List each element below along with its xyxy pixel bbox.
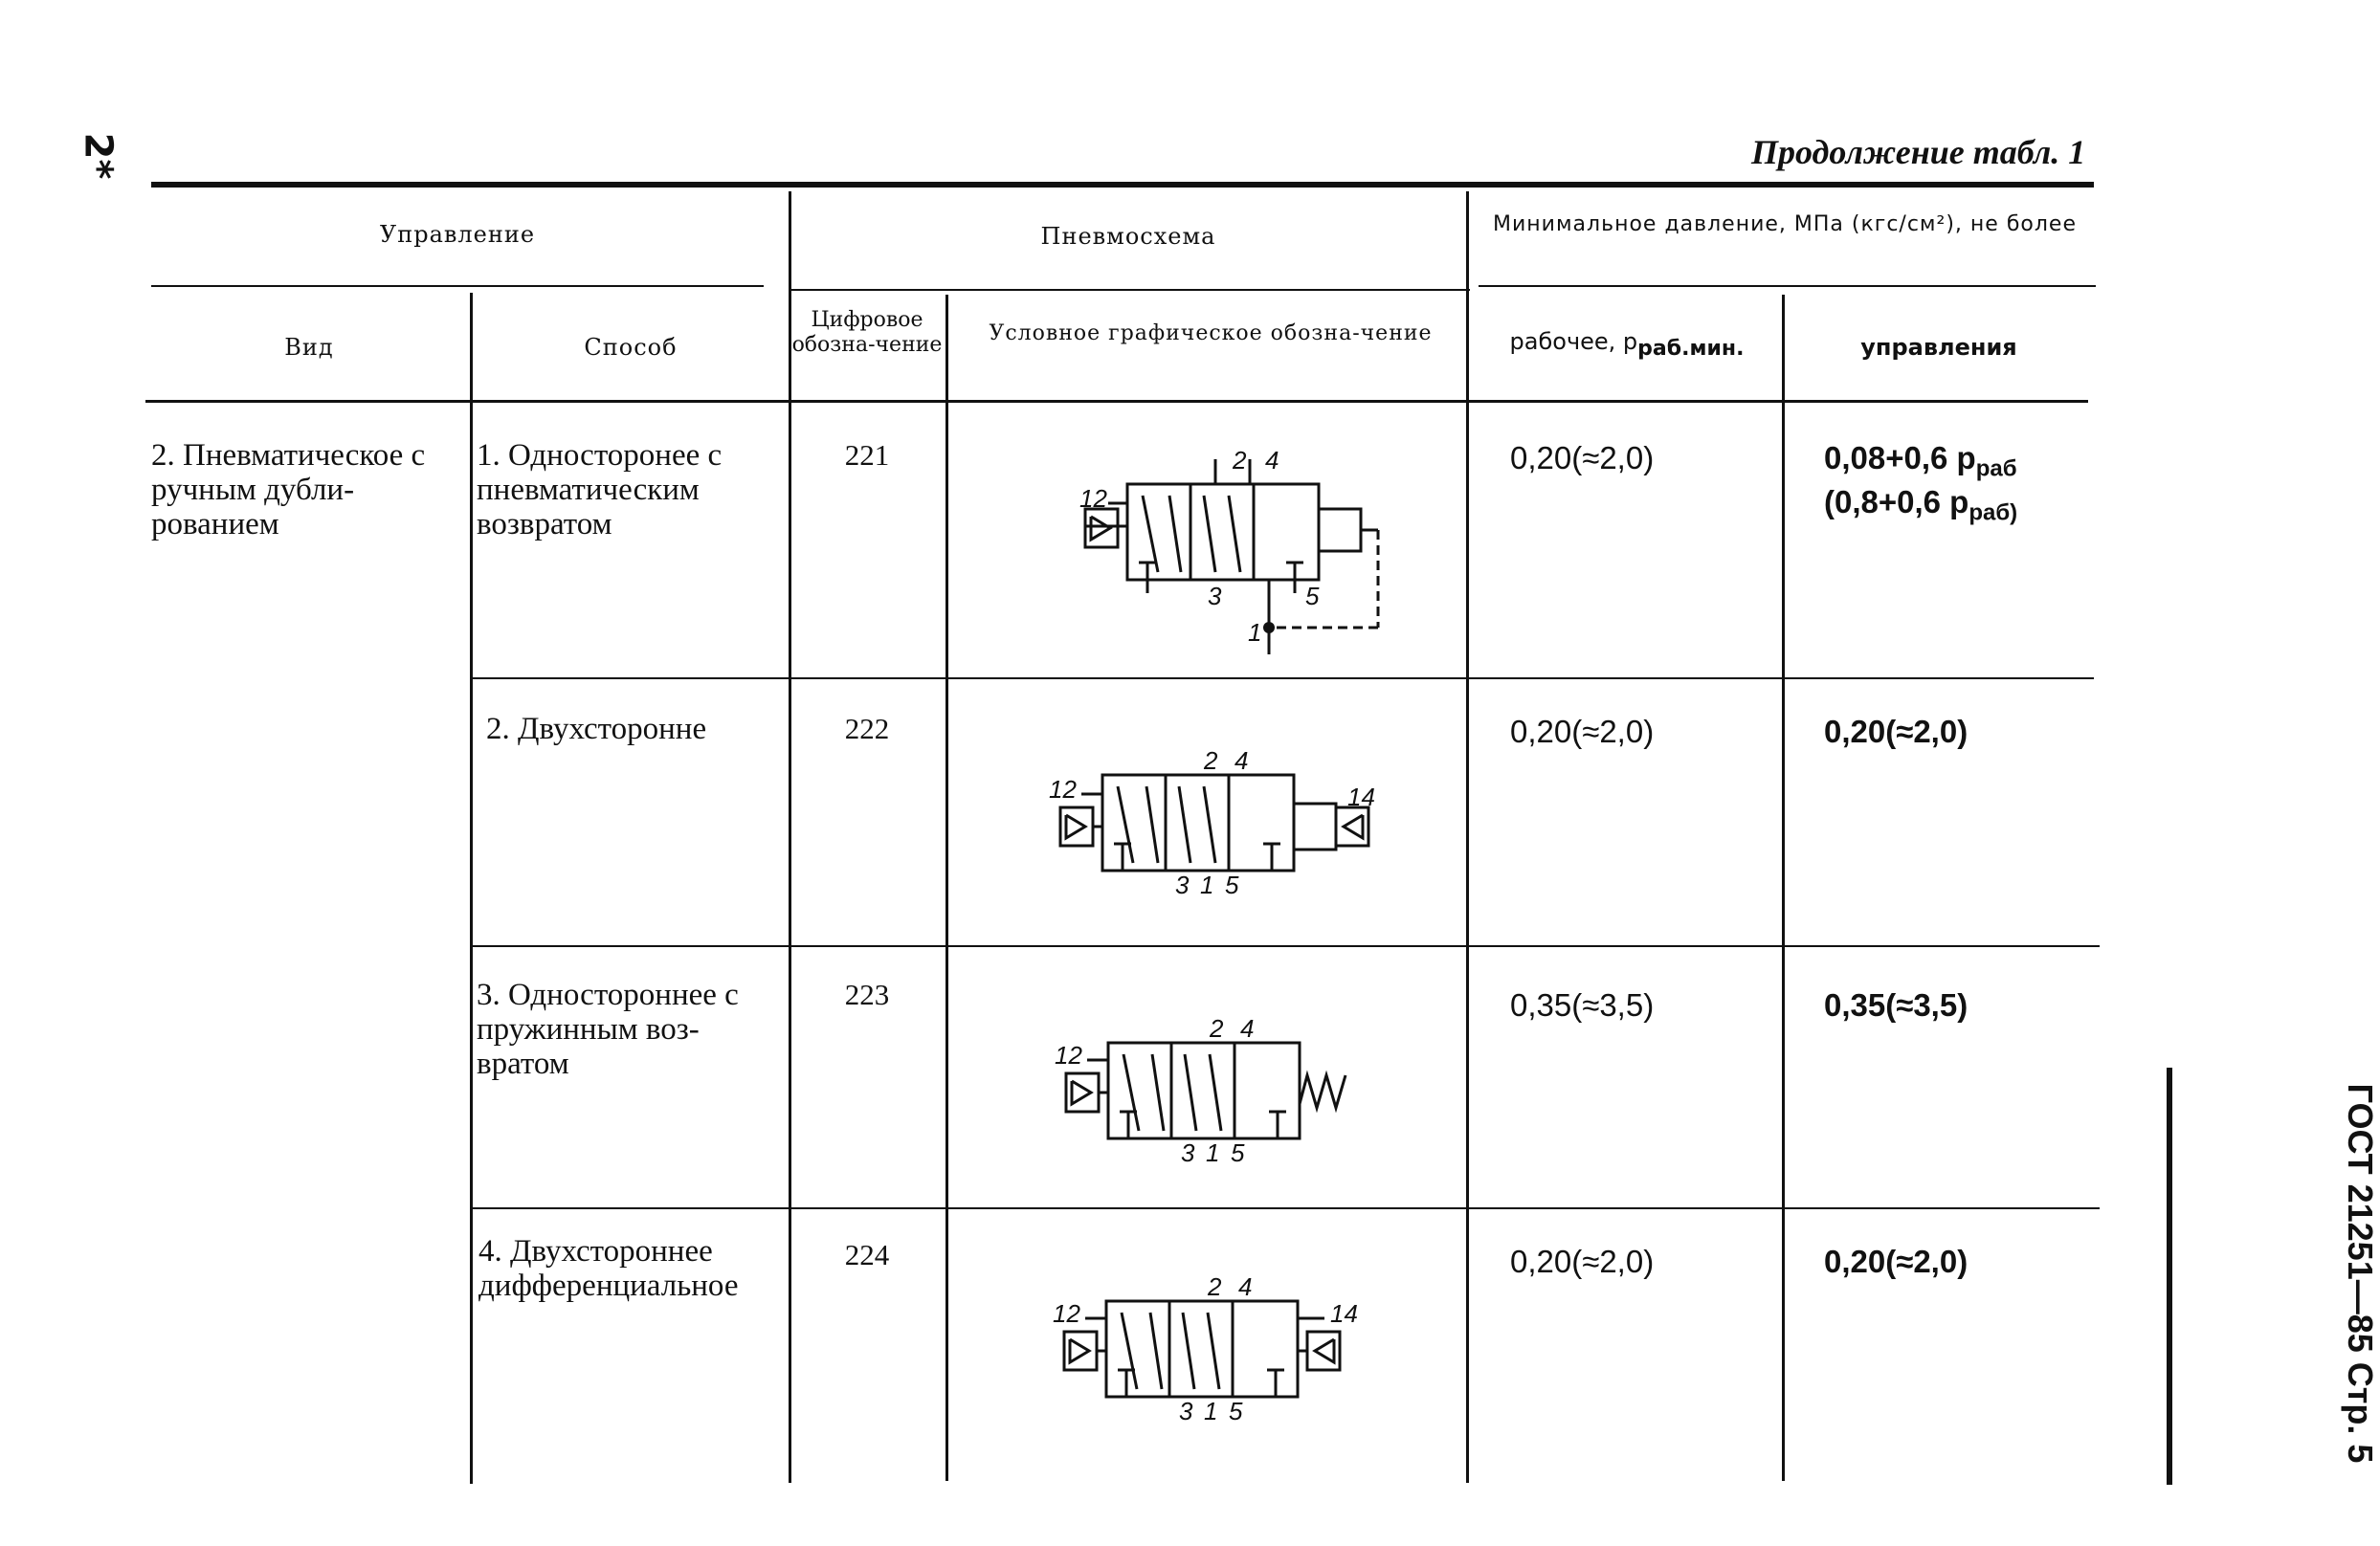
- row-rule-2: [473, 945, 2100, 947]
- control-row-1-b: (0,8+0,6 р: [1824, 484, 1969, 519]
- schema-223-port-5: 5: [1231, 1138, 1245, 1167]
- code-row-2: 222: [844, 712, 890, 745]
- header-method: Способ: [584, 334, 678, 361]
- code-row-3: 223: [844, 978, 890, 1011]
- control-row-1: [1824, 440, 2017, 483]
- header-rule-1b: [790, 289, 1470, 291]
- schema-223-port-1: 1: [1206, 1138, 1220, 1167]
- type-cell: 2. Пневматическое с ручным дубли-рованием: [151, 438, 426, 541]
- schema-221-port-2: 2: [1233, 446, 1247, 475]
- schema-223-port-12: 12: [1055, 1041, 1082, 1070]
- schema-224-port-4: 4: [1238, 1272, 1253, 1301]
- schema-221-port-5: 5: [1305, 582, 1320, 610]
- col-divider-working: [1466, 191, 1469, 1483]
- code-row-4: 224: [844, 1238, 890, 1271]
- header-scheme: Пневмосхема: [1040, 223, 1216, 250]
- schema-224-port-1: 1: [1204, 1397, 1218, 1425]
- control-row-2: 0,20(≈2,0): [1824, 714, 1969, 749]
- header-type: Вид: [284, 334, 334, 361]
- schema-224-port-5: 5: [1229, 1397, 1243, 1425]
- header-min-pressure: Минимальное давление, МПа (кгс/см²), не более: [1493, 212, 2077, 236]
- row-rule-1: [473, 677, 2094, 679]
- header-rule-1c: [1479, 285, 2096, 287]
- working-row-4: 0,20(≈2,0): [1510, 1244, 1655, 1279]
- side-rule: [2167, 1068, 2172, 1485]
- header-working-sub: раб.мин.: [1637, 336, 1745, 361]
- schema-223: [1049, 1005, 1412, 1186]
- schema-222-port-4: 4: [1234, 746, 1249, 775]
- schema-222: [1043, 737, 1407, 918]
- row-rule-3: [473, 1207, 2100, 1209]
- schema-221-port-3: 3: [1208, 582, 1222, 610]
- schema-223-port-3: 3: [1181, 1138, 1195, 1167]
- schema-222-port-1: 1: [1200, 871, 1214, 899]
- control-row-1-b-sub: раб): [1969, 499, 2018, 526]
- schema-222-port-2: 2: [1204, 746, 1218, 775]
- working-row-3: 0,35(≈3,5): [1510, 987, 1655, 1023]
- schema-223-port-2: 2: [1210, 1014, 1224, 1043]
- control-row-1-a: 0,08+0,6 р: [1824, 440, 1976, 475]
- working-row-1: 0,20(≈2,0): [1510, 440, 1655, 475]
- header-digital: Цифровое обозна-чение: [791, 308, 943, 357]
- header-working-label: рабочее, р: [1509, 328, 1638, 355]
- header-graphic: Условное графическое обозна-чение: [989, 321, 1433, 345]
- method-row-3: 3. Одностороннее с пружинным воз-вратом: [477, 978, 739, 1081]
- schema-222-port-14: 14: [1347, 783, 1375, 811]
- side-label: ГОСТ 21251—85 Стр. 5: [2341, 1083, 2380, 1464]
- schema-224-port-2: 2: [1208, 1272, 1222, 1301]
- col-divider-control: [1782, 295, 1785, 1481]
- continuation-caption: Продолжение табл. 1: [1751, 133, 2086, 171]
- col-divider-graphic: [945, 295, 948, 1481]
- schema-224-port-3: 3: [1179, 1397, 1193, 1425]
- schema-222-port-5: 5: [1225, 871, 1239, 899]
- schema-224-port-12: 12: [1053, 1299, 1080, 1328]
- schema-221-port-1: 1: [1248, 618, 1262, 647]
- schema-224-port-14: 14: [1330, 1299, 1358, 1328]
- schema-222-port-12: 12: [1049, 775, 1077, 804]
- control-row-4: 0,20(≈2,0): [1824, 1244, 1969, 1279]
- col-divider-method: [470, 293, 473, 1484]
- control-row-1-line2: [1824, 484, 2017, 527]
- table-top-rule: [151, 182, 2094, 188]
- header-control: Управление: [379, 221, 536, 248]
- method-row-4: 4. Двухстороннее дифференциальное: [478, 1234, 739, 1303]
- header-control-pressure: управления: [1860, 334, 2017, 361]
- working-row-2: 0,20(≈2,0): [1510, 714, 1655, 749]
- header-working: [1479, 329, 1775, 362]
- code-row-1: 221: [844, 438, 890, 472]
- control-row-1-a-sub: раб: [1975, 455, 2017, 482]
- header-rule-2: [145, 400, 2088, 403]
- method-row-1: 1. Односторонее с пневматическим возвратом: [477, 438, 723, 541]
- col-divider-code: [789, 191, 791, 1483]
- page-marker: 2*: [76, 132, 121, 180]
- schema-221-port-12: 12: [1079, 484, 1107, 513]
- header-rule-1a: [151, 285, 764, 287]
- control-row-3: 0,35(≈3,5): [1824, 987, 1969, 1023]
- method-row-2: 2. Двухсторонне: [486, 712, 707, 746]
- schema-223-port-4: 4: [1240, 1014, 1255, 1043]
- schema-224: [1047, 1263, 1411, 1445]
- schema-222-port-3: 3: [1175, 871, 1190, 899]
- schema-221-port-4: 4: [1265, 446, 1279, 475]
- schema-221: [1062, 440, 1445, 660]
